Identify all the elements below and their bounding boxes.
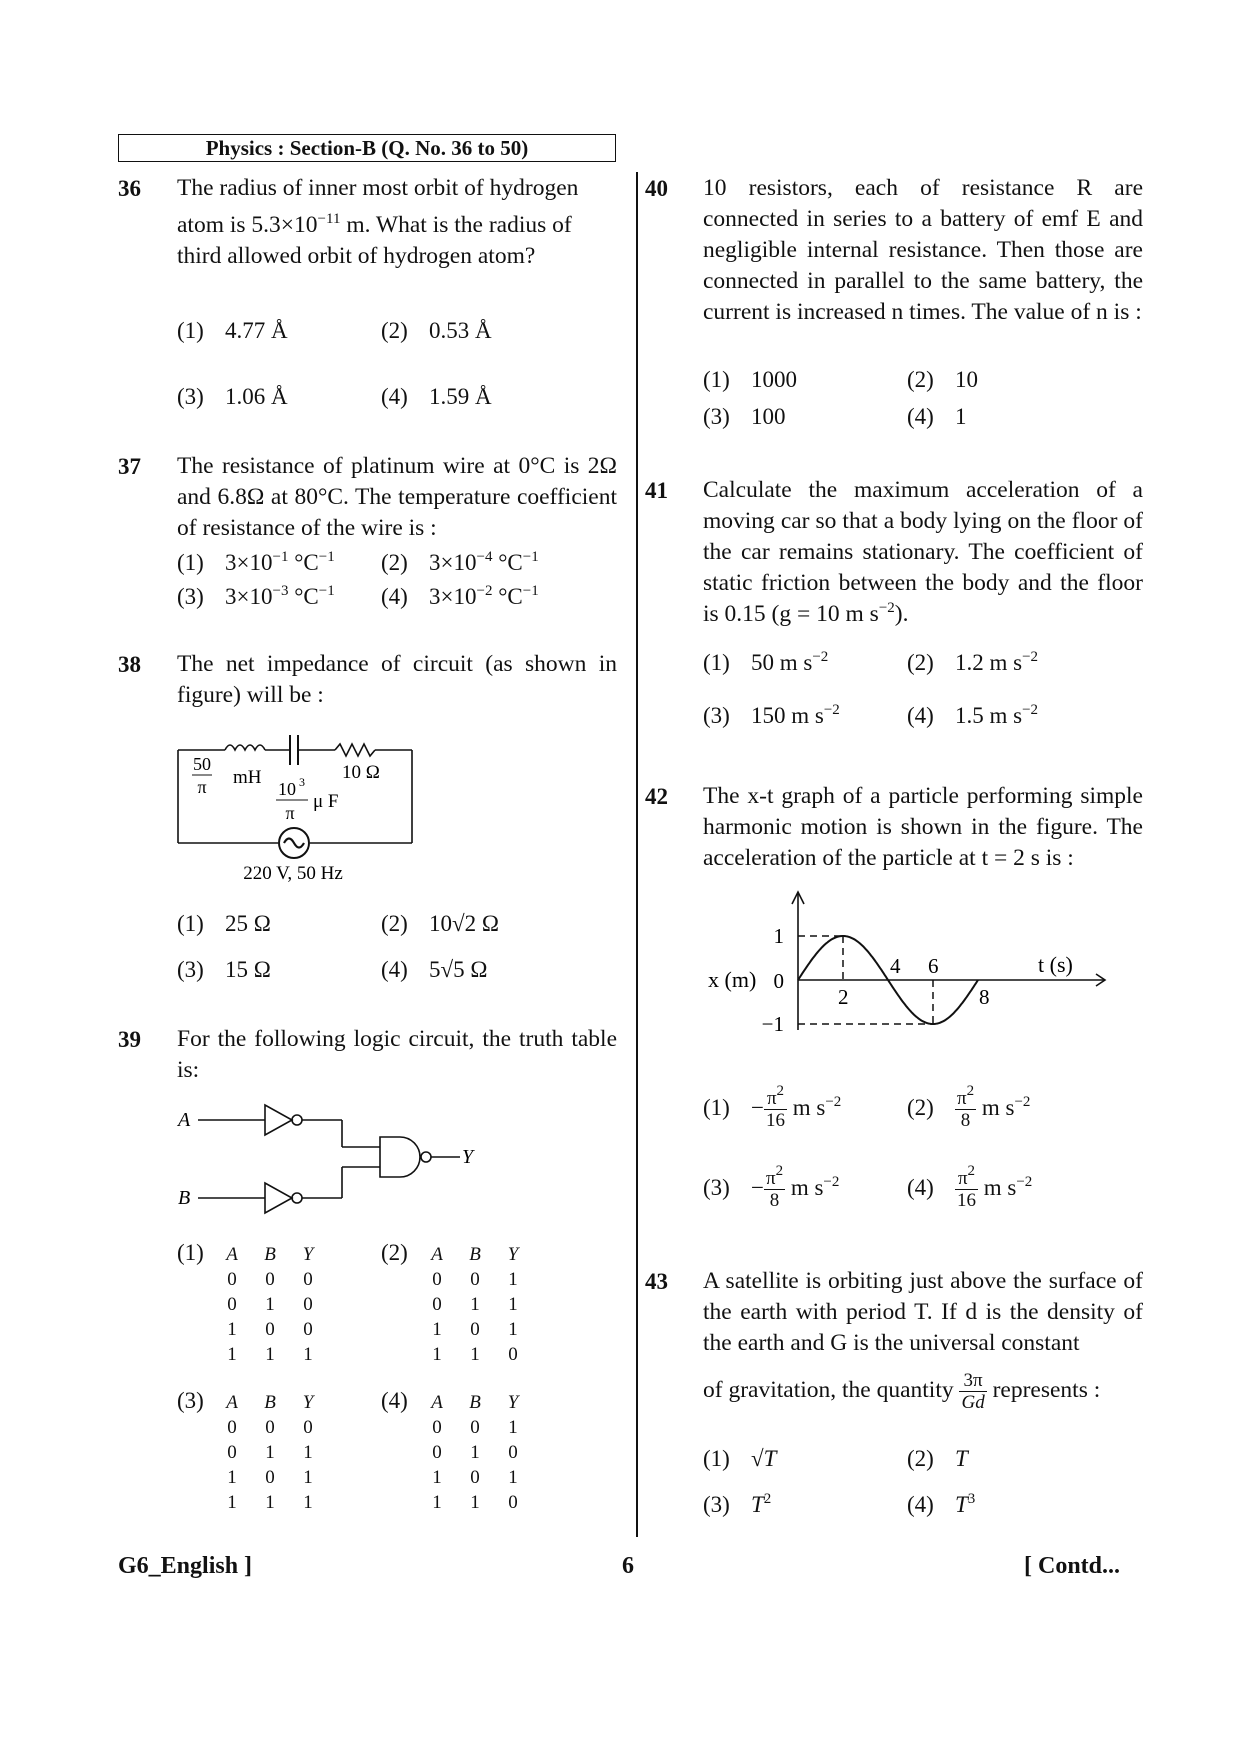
not-gate-b: [265, 1183, 292, 1213]
y-tick-label: −1: [761, 1012, 784, 1036]
column-divider: [636, 172, 638, 1537]
option-1[interactable]: (1) − $\frac{\pi^2}{16}$ m $s^{-2}$: [703, 1083, 842, 1131]
question-text: A satellite is orbiting just above the surface of the earth with period T. If d is the density of the earth and G is the universal constant: [703, 1268, 1143, 1356]
table-row: 0 1 0: [432, 1442, 518, 1463]
question-number: 40: [645, 176, 668, 201]
option-1[interactable]: (1): [177, 1240, 204, 1265]
y-tick-label: 0: [773, 969, 784, 993]
question-number: 38: [118, 652, 141, 677]
option-4[interactable]: (4) $\frac{\pi^2}{16}$ m $s^{-2}$: [907, 1163, 1033, 1211]
option-1[interactable]: (1) 4.77 Å: [177, 318, 288, 343]
x-tick-label: 2: [838, 985, 849, 1009]
section-header: Physics : Section-B (Q. No. 36 to 50): [118, 134, 616, 162]
input-a-label: A: [178, 1109, 191, 1131]
footer-left: G6_English ]: [118, 1553, 253, 1579]
x-tick-label: 4: [890, 954, 901, 978]
logic-circuit-diagram: [170, 1095, 490, 1225]
option-4[interactable]: (4): [381, 1388, 408, 1413]
question-text: For the following logic circuit, the truth table is:: [177, 1026, 617, 1083]
option-4[interactable]: (4) 5√5 Ω: [381, 957, 488, 982]
option-2[interactable]: (2) $3\times 10^{-4}$ $^\circ C^{-1}$: [381, 549, 539, 575]
x-tick-label: 8: [979, 985, 990, 1009]
shm-xt-graph: [700, 880, 1120, 1050]
option-3[interactable]: (3) 100: [703, 404, 786, 429]
question-text-line: atom is $5.3\times 10^{-11}$ m. What is the radius of: [177, 211, 572, 238]
x-axis-label: t (s): [1038, 952, 1073, 977]
resistor-symbol: [335, 744, 375, 756]
option-4[interactable]: (4) 1: [907, 404, 967, 429]
y-tick-label: 1: [773, 924, 784, 948]
truth-table-3: A B Y 0 0 0 0 1 1 1 0 1 1 1 1: [213, 1390, 327, 1515]
option-1[interactable]: (1) √T: [703, 1446, 777, 1471]
table-row: 1 0 0: [227, 1319, 313, 1340]
table-row: 0 1 1: [432, 1294, 518, 1315]
question-text-line: of gravitation, the quantity $\frac{3\pi}{Gd}$ represents :: [703, 1370, 1101, 1413]
input-b-label: B: [178, 1187, 191, 1209]
option-4[interactable]: (4) $T^3$: [907, 1491, 976, 1517]
truth-table-1: A B Y 0 0 0 0 1 0 1 0 0 1 1 1: [213, 1242, 327, 1367]
option-2[interactable]: (2) 10√2 Ω: [381, 911, 499, 936]
option-1[interactable]: (1) $3\times 10^{-1}$ $^\circ C^{-1}$: [177, 549, 335, 575]
question-number: 39: [118, 1027, 141, 1052]
inductor-symbol: [225, 745, 265, 750]
option-3[interactable]: (3) $3\times 10^{-3}$ $^\circ C^{-1}$: [177, 583, 335, 609]
option-1[interactable]: (1) 50 m $s^{-2}$: [703, 649, 829, 675]
question-text: The x-t graph of a particle performing simple harmonic motion is shown in the figure. The acceleration of the particle at t = 2 s is :: [703, 783, 1143, 871]
inductance-den: π: [197, 777, 207, 797]
option-3[interactable]: (3) 15 Ω: [177, 957, 271, 982]
option-3[interactable]: (3): [177, 1388, 204, 1413]
inductance-num: 50: [193, 754, 211, 774]
table-row: 0 1 1: [227, 1442, 313, 1463]
question-number: 41: [645, 478, 668, 503]
output-y-label: Y: [462, 1146, 474, 1168]
lcr-circuit-diagram: [170, 725, 440, 885]
capacitance-exp: 3: [299, 775, 305, 789]
option-2[interactable]: (2) 1.2 m $s^{-2}$: [907, 649, 1039, 675]
inductance-unit: mH: [233, 767, 262, 788]
option-3[interactable]: (3) 1.06 Å: [177, 384, 288, 409]
option-4[interactable]: (4) 1.59 Å: [381, 384, 492, 409]
x-tick-label: 6: [928, 954, 939, 978]
table-row: 1 0 1: [227, 1467, 313, 1488]
resistance-label: 10 Ω: [342, 762, 380, 783]
question-number: 36: [118, 176, 141, 201]
page-number: 6: [622, 1553, 634, 1579]
not-gate-a: [265, 1105, 292, 1135]
capacitance-den: π: [285, 803, 295, 823]
table-row: 0 0 1: [432, 1417, 518, 1438]
y-axis-label: x (m): [708, 967, 757, 992]
option-3[interactable]: (3) $T^2$: [703, 1491, 772, 1517]
question-number: 42: [645, 784, 668, 809]
option-2[interactable]: (2): [381, 1240, 408, 1265]
table-row: 0 0 0: [227, 1417, 313, 1438]
option-3[interactable]: (3) 150 m $s^{-2}$: [703, 702, 840, 728]
table-row: 0 0 0: [227, 1269, 313, 1290]
table-row: 1 0 1: [432, 1319, 518, 1340]
question-text: The net impedance of circuit (as shown in figure) will be :: [177, 651, 617, 708]
table-row: 0 1 0: [227, 1294, 313, 1315]
option-4[interactable]: (4) $3\times 10^{-2}$ $^\circ C^{-1}$: [381, 583, 539, 609]
option-1[interactable]: (1) 25 Ω: [177, 911, 271, 936]
option-4[interactable]: (4) 1.5 m $s^{-2}$: [907, 702, 1039, 728]
option-1[interactable]: (1) 1000: [703, 367, 797, 392]
truth-table-2: A B Y 0 0 1 0 1 1 1 0 1 1 1 0: [418, 1242, 532, 1367]
source-label: 220 V, 50 Hz: [243, 863, 343, 884]
option-2[interactable]: (2) $\frac{\pi^2}{8}$ m $s^{-2}$: [907, 1083, 1031, 1131]
capacitance-num: 10: [278, 779, 296, 799]
table-row: 1 1 0: [432, 1492, 518, 1513]
option-2[interactable]: (2) 10: [907, 367, 978, 392]
option-2[interactable]: (2) 0.53 Å: [381, 318, 492, 343]
question-text: Calculate the maximum acceleration of a moving car so that a body lying on the floor of the car remains stationary. The coefficient of static friction between the body and the floor is 0.15 (g = 10 m $s^{-2}$).: [703, 477, 1143, 627]
truth-table-4: A B Y 0 0 1 0 1 0 1 0 1 1 1 0: [418, 1390, 532, 1515]
table-row: 1 1 0: [432, 1344, 518, 1365]
option-3[interactable]: (3) − $\frac{\pi^2}{8}$ m $s^{-2}$: [703, 1163, 840, 1211]
table-row: 1 1 1: [227, 1344, 313, 1365]
table-row: 1 1 1: [227, 1492, 313, 1513]
question-number: 43: [645, 1269, 668, 1294]
option-2[interactable]: (2) T: [907, 1446, 968, 1471]
footer-right: [ Contd...: [1024, 1553, 1121, 1579]
nand-gate: [380, 1137, 420, 1177]
question-number: 37: [118, 454, 141, 479]
table-row: 0 0 1: [432, 1269, 518, 1290]
capacitance-unit: μ F: [313, 791, 339, 812]
question-text-line: third allowed orbit of hydrogen atom?: [177, 243, 536, 269]
question-text-line: The radius of inner most orbit of hydrogen: [177, 175, 579, 201]
question-text: The resistance of platinum wire at 0°C is 2Ω and 6.8Ω at 80°C. The temperature coefficient of resistance of the wire is :: [177, 453, 617, 541]
question-text: 10 resistors, each of resistance R are connected in series to a battery of emf E and negligible internal resistance. Then those are connected in parallel to the same battery, the current is increased n times. The value of n is :: [703, 175, 1143, 325]
table-row: 1 0 1: [432, 1467, 518, 1488]
